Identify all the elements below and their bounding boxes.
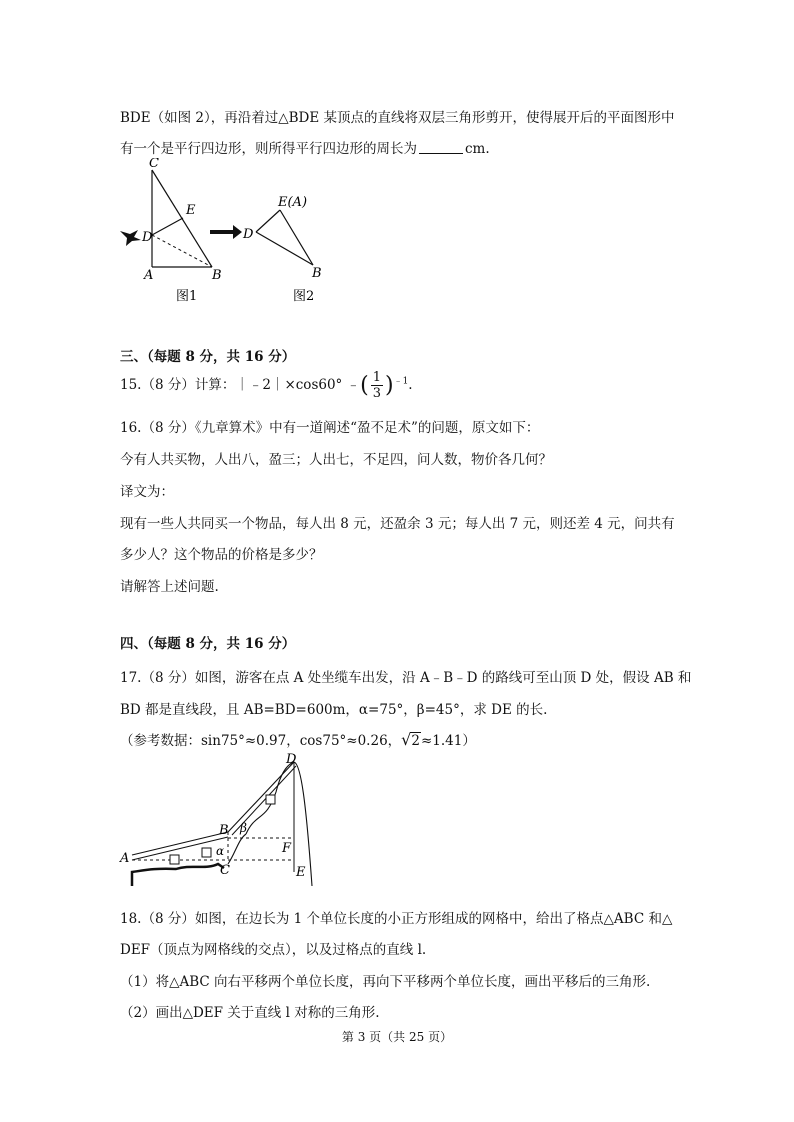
q18-line2: DEF（顶点为网格线的交点），以及过格点的直线 l. xyxy=(120,942,427,958)
q17-sqrt: 2 xyxy=(411,733,420,749)
page-footer: 第 3 页（共 25 页） xyxy=(341,1030,453,1044)
q17-line1: 17.（8 分）如图，游客在点 A 处坐缆车出发，沿 A﹣B﹣D 的路线可至山顶 D 处，假设 AB 和 xyxy=(120,670,692,686)
q18-line1: 18.（8 分）如图，在边长为 1 个单位长度的小正方形组成的网格中，给出了格点△ABC 和△ xyxy=(120,911,673,927)
q18-line4: （2）画出△DEF 关于直线 l 对称的三角形. xyxy=(120,1005,380,1021)
q16-line4: 现有一些人共同买一个物品，每人出 8 元，还盈余 3 元；每人出 7 元，则还差 4 元，问共有 xyxy=(120,516,675,532)
fig1-dashed-DB xyxy=(152,235,212,267)
cable-AB-lower xyxy=(132,837,228,860)
fig1-caption: 图1 xyxy=(176,289,198,304)
cable-BD xyxy=(228,762,294,832)
fig2-label-D: D xyxy=(243,227,254,242)
q17-line2: BD 都是直线段，且 AB=BD=600m，α=75°，β=45°，求 DE 的长. xyxy=(120,702,548,718)
q17-line3: （参考数据：sin75°≈0.97，cos75°≈0.26，√2≈1.41） xyxy=(120,730,476,749)
q15-fraction xyxy=(371,371,383,400)
fig1-label-C: C xyxy=(149,158,159,171)
section-4-heading: 四、（每题 8 分，共 16 分） xyxy=(120,636,296,652)
q15-line: 15.（8 分）计算：｜﹣2｜×cos60° ﹣( $\frac{1}{3}$ )$^{﹣1}$. xyxy=(120,370,413,401)
q17-reference-end: ≈1.41） xyxy=(420,733,476,749)
label-C: C xyxy=(220,863,230,878)
label-A: A xyxy=(120,851,130,866)
scissors-icon xyxy=(120,230,141,246)
arrow-right-icon xyxy=(210,225,242,239)
fig2-label-B: B xyxy=(312,266,322,281)
q17-reference-text: （参考数据：sin75°≈0.97，cos75°≈0.26， xyxy=(120,733,402,749)
q14-text: 有一个是平行四边形，则所得平行四边形的周长为 xyxy=(120,141,417,157)
fig1-label-D: D xyxy=(142,230,153,245)
fig2-label-EA: E(A) xyxy=(278,195,308,210)
fig2-line-EB xyxy=(280,210,313,265)
fig2-line-DB xyxy=(256,232,313,265)
q16-line3: 译文为： xyxy=(120,484,174,500)
label-alpha: α xyxy=(216,844,225,858)
answer-blank xyxy=(419,141,463,154)
fig1-label-A: A xyxy=(144,268,154,283)
fig1-label-E: E xyxy=(186,203,196,218)
label-F: F xyxy=(282,841,292,856)
q15-text: 15.（8 分）计算：｜﹣2｜×cos60° ﹣ xyxy=(120,377,361,393)
cable-car-2 xyxy=(202,848,211,857)
q14-unit: cm. xyxy=(465,141,490,157)
q18-line3: （1）将△ABC 向右平移两个单位长度，再向下平移两个单位长度，画出平移后的三角形. xyxy=(120,974,651,990)
q15-exponent: ﹣1 xyxy=(393,376,409,387)
cable-car-1 xyxy=(170,855,179,864)
fig1-line-DE xyxy=(152,218,183,235)
q16-line1: 16.（8 分）《九章算术》中有一道阐述“盈不足术”的问题，原文如下： xyxy=(120,420,540,436)
cable-car-figure xyxy=(116,752,326,892)
section-3-heading: 三、（每题 8 分，共 16 分） xyxy=(120,349,296,365)
q14-continuation-line2 xyxy=(120,137,490,157)
q14-continuation-line1: BDE（如图 2），再沿着过△BDE 某顶点的直线将双层三角形剪开，使得展开后的平面图形中 xyxy=(120,110,675,126)
cable-car-3 xyxy=(266,795,275,804)
q16-line2: 今有人共买物，人出八，盈三；人出七，不足四，问人数，物价各几何？ xyxy=(120,452,552,468)
fig2-caption: 图2 xyxy=(293,289,315,304)
label-E: E xyxy=(296,865,306,880)
label-D: D xyxy=(286,752,297,767)
cable-AB xyxy=(132,832,228,855)
q15-denominator: 3 xyxy=(372,386,381,401)
q15-numerator: 1 xyxy=(372,370,381,385)
ground-outline xyxy=(132,864,224,886)
fig1-label-B: B xyxy=(212,268,222,283)
fig2-line-DE xyxy=(256,210,280,232)
q16-line6: 请解答上述问题. xyxy=(120,579,219,595)
q15-end: . xyxy=(408,377,413,393)
q16-line5: 多少人？这个物品的价格是多少？ xyxy=(120,547,323,563)
label-B: B xyxy=(219,823,229,838)
triangle-folding-figure xyxy=(108,158,348,308)
label-beta: β xyxy=(240,821,247,835)
